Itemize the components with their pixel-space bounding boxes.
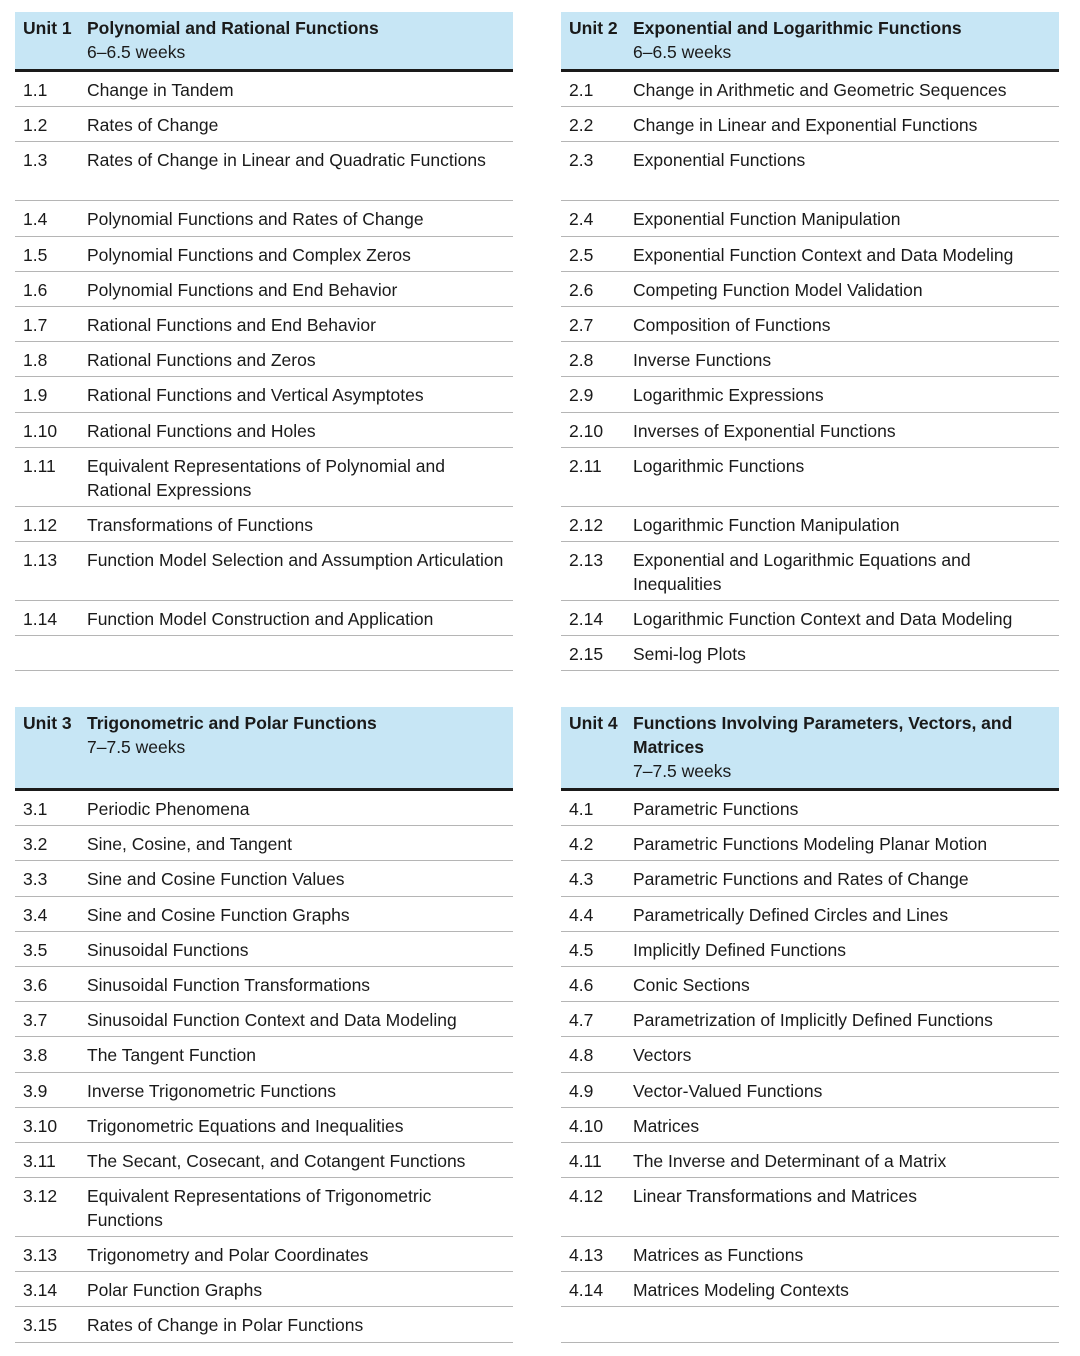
unit-duration: 7–7.5 weeks [633, 761, 732, 781]
topic-row [15, 272, 513, 307]
topic-row [15, 861, 513, 896]
topic-name: Logarithmic Expressions [633, 385, 824, 406]
topic-row [561, 791, 1059, 826]
unit-duration: 6–6.5 weeks [87, 42, 186, 62]
topic-row [15, 237, 513, 272]
topic-row [561, 377, 1059, 412]
topic-name: The Secant, Cosecant, and Cotangent Functions [87, 1150, 466, 1171]
topic-row [15, 1143, 513, 1178]
unit-title: Trigonometric and Polar Functions [87, 713, 377, 733]
topic-row [15, 791, 513, 826]
topic-number: 2.7 [569, 314, 594, 335]
topic-number: 4.10 [569, 1115, 604, 1136]
topic-number: 1.14 [23, 608, 58, 629]
topic-number: 4.11 [569, 1150, 602, 1171]
topic-name: Sinusoidal Function Transformations [87, 974, 371, 995]
topic-number: 1.4 [23, 209, 48, 230]
topic-number: 1.2 [23, 115, 48, 136]
topic-row [561, 307, 1059, 342]
unit-4-table [561, 707, 1059, 1343]
topic-row [15, 201, 513, 236]
topic-name: Vectors [633, 1045, 692, 1066]
unit-header [561, 707, 1059, 791]
topic-row [561, 342, 1059, 377]
topic-number: 1.12 [23, 514, 58, 535]
unit-duration: 6–6.5 weeks [633, 42, 732, 62]
topic-row [561, 1108, 1059, 1143]
topic-number: 4.3 [569, 869, 594, 890]
topic-row [561, 507, 1059, 542]
topic-number: 3.2 [23, 834, 48, 855]
topic-row [561, 1002, 1059, 1037]
topic-number: 2.13 [569, 549, 604, 570]
topic-row [561, 601, 1059, 636]
topic-number: 2.15 [569, 644, 604, 665]
unit-duration: 7–7.5 weeks [87, 737, 186, 757]
topic-name: Parametrization of Implicitly Defined Functions [633, 1010, 993, 1031]
topic-name: Polynomial Functions and End Behavior [87, 279, 398, 300]
topic-row [15, 1073, 513, 1108]
topic-row [561, 826, 1059, 861]
topic-number: 4.8 [569, 1045, 594, 1066]
topic-row [15, 307, 513, 342]
topic-number: 4.2 [569, 834, 594, 855]
topic-row [15, 1178, 513, 1237]
topic-row [561, 272, 1059, 307]
topic-name: Inverses of Exponential Functions [633, 420, 896, 441]
topic-number: 1.13 [23, 549, 58, 570]
topic-row [561, 897, 1059, 932]
topic-row [561, 72, 1059, 107]
topic-name: Equivalent Representations of Trigonometric Functions [87, 1186, 432, 1231]
topic-name: Function Model Selection and Assumption Articulation [87, 549, 504, 570]
topic-name: Change in Linear and Exponential Functions [633, 115, 978, 136]
topic-row [561, 861, 1059, 896]
topic-name: Polynomial Functions and Complex Zeros [87, 244, 411, 265]
topic-name: Competing Function Model Validation [633, 279, 923, 300]
topic-name: Logarithmic Function Context and Data Modeling [633, 608, 1013, 629]
topic-row [15, 826, 513, 861]
topic-row [15, 1037, 513, 1072]
topic-number: 3.3 [23, 869, 48, 890]
topic-row [561, 1237, 1059, 1272]
unit-1-table [15, 12, 513, 671]
unit-label: Unit 4 [569, 713, 618, 733]
topic-number: 3.11 [23, 1150, 56, 1171]
topic-row [15, 601, 513, 636]
topic-name: Trigonometry and Polar Coordinates [87, 1245, 369, 1266]
topic-number: 4.9 [569, 1080, 594, 1101]
topic-row [561, 107, 1059, 142]
topic-row [561, 1037, 1059, 1072]
topic-row [15, 448, 513, 507]
topic-name: Function Model Construction and Application [87, 608, 434, 629]
topic-row [15, 377, 513, 412]
topic-number: 1.5 [23, 244, 48, 265]
unit-label: Unit 1 [23, 18, 72, 38]
topic-name: Conic Sections [633, 974, 750, 995]
topic-row [15, 342, 513, 377]
topic-number: 3.1 [23, 799, 48, 819]
topic-number: 2.10 [569, 420, 604, 441]
topic-number: 2.9 [569, 385, 594, 406]
unit-title: Functions Involving Parameters, Vectors, and Matrices [633, 713, 1013, 757]
topic-number: 1.10 [23, 420, 58, 441]
topic-name: Exponential Function Context and Data Modeling [633, 244, 1014, 265]
topic-name: Parametric Functions [633, 799, 799, 819]
topic-number: 4.6 [569, 974, 594, 995]
topic-number: 2.1 [569, 80, 594, 100]
topic-name: Rates of Change in Polar Functions [87, 1315, 364, 1336]
topic-number: 2.4 [569, 209, 594, 230]
topic-row [561, 636, 1059, 671]
topic-number: 3.15 [23, 1315, 58, 1336]
topic-name: Parametric Functions Modeling Planar Motion [633, 834, 988, 855]
topic-number: 1.1 [23, 80, 48, 100]
topic-row [15, 542, 513, 601]
topic-name: Matrices Modeling Contexts [633, 1280, 849, 1301]
topic-number: 2.2 [569, 115, 594, 136]
topic-name: Linear Transformations and Matrices [633, 1186, 918, 1207]
empty-row [15, 636, 513, 671]
unit-title: Exponential and Logarithmic Functions [633, 18, 962, 38]
topic-name: The Tangent Function [87, 1045, 256, 1066]
topic-name: Inverse Functions [633, 350, 772, 371]
topic-row [15, 932, 513, 967]
topic-row [15, 72, 513, 107]
topic-row [561, 542, 1059, 601]
topic-name: Sinusoidal Function Context and Data Modeling [87, 1010, 457, 1031]
topic-name: Rational Functions and End Behavior [87, 314, 376, 335]
topic-row [15, 413, 513, 448]
topic-row [561, 142, 1059, 201]
topic-name: Polynomial Functions and Rates of Change [87, 209, 424, 230]
topic-number: 4.13 [569, 1245, 604, 1266]
topic-row [15, 1272, 513, 1307]
topic-name: Trigonometric Equations and Inequalities [87, 1115, 404, 1136]
topic-number: 3.12 [23, 1186, 58, 1207]
topic-number: 4.14 [569, 1280, 604, 1301]
unit-header [15, 12, 513, 72]
topic-number: 1.11 [23, 455, 56, 476]
topic-row [15, 1108, 513, 1143]
topic-number: 2.6 [569, 279, 594, 300]
topic-name: Exponential Functions [633, 150, 806, 171]
unit-header [561, 12, 1059, 72]
topic-name: Sinusoidal Functions [87, 939, 249, 960]
topic-row [561, 1073, 1059, 1108]
unit-2-table [561, 12, 1059, 671]
topic-name: Change in Arithmetic and Geometric Sequences [633, 80, 1007, 100]
topic-row [561, 201, 1059, 236]
topic-row [561, 413, 1059, 448]
topic-name: Implicitly Defined Functions [633, 939, 846, 960]
topic-row [561, 448, 1059, 507]
topic-name: Sine and Cosine Function Values [87, 869, 345, 890]
topic-name: Parametrically Defined Circles and Lines [633, 904, 949, 925]
topic-number: 2.3 [569, 150, 594, 171]
topic-number: 3.6 [23, 974, 48, 995]
topic-number: 3.10 [23, 1115, 58, 1136]
topic-number: 3.13 [23, 1245, 58, 1266]
topic-number: 3.14 [23, 1280, 58, 1301]
topic-row [15, 142, 513, 201]
topic-number: 3.5 [23, 939, 48, 960]
topic-number: 2.5 [569, 244, 594, 265]
topic-name: Rational Functions and Zeros [87, 350, 316, 371]
topic-number: 3.4 [23, 904, 48, 925]
topic-number: 4.5 [569, 939, 594, 960]
topic-row [15, 897, 513, 932]
topic-name: Periodic Phenomena [87, 799, 250, 819]
topic-name: Sine and Cosine Function Graphs [87, 904, 350, 925]
topic-number: 1.7 [23, 314, 48, 335]
topic-row [15, 1307, 513, 1342]
topic-row [15, 507, 513, 542]
topic-row [15, 967, 513, 1002]
topic-name: Change in Tandem [87, 80, 234, 100]
topic-number: 3.9 [23, 1080, 48, 1101]
topic-name: Rational Functions and Holes [87, 420, 316, 441]
topic-name: Parametric Functions and Rates of Change [633, 869, 969, 890]
topic-number: 2.14 [569, 608, 604, 629]
unit-label: Unit 3 [23, 713, 72, 733]
topic-row [15, 1237, 513, 1272]
topic-name: Polar Function Graphs [87, 1280, 263, 1301]
topic-row [561, 967, 1059, 1002]
topic-name: Equivalent Representations of Polynomial and Rational Expressions [87, 455, 445, 500]
unit-title: Polynomial and Rational Functions [87, 18, 379, 38]
topic-name: Rational Functions and Vertical Asymptotes [87, 385, 424, 406]
topic-row [561, 1143, 1059, 1178]
topic-name: Rates of Change in Linear and Quadratic Functions [87, 150, 486, 171]
topic-number: 1.3 [23, 150, 48, 171]
topic-name: Vector-Valued Functions [633, 1080, 823, 1101]
topic-name: Rates of Change [87, 115, 219, 136]
topic-row [15, 1002, 513, 1037]
topic-row [561, 237, 1059, 272]
unit-header [15, 707, 513, 791]
topic-number: 3.7 [23, 1010, 48, 1031]
topic-row [15, 107, 513, 142]
topic-name: Logarithmic Functions [633, 455, 805, 476]
topic-name: Logarithmic Function Manipulation [633, 514, 900, 535]
topic-number: 4.12 [569, 1186, 604, 1207]
topic-name: The Inverse and Determinant of a Matrix [633, 1150, 947, 1171]
topic-number: 4.7 [569, 1010, 594, 1031]
topic-name: Sine, Cosine, and Tangent [87, 834, 292, 855]
topic-name: Inverse Trigonometric Functions [87, 1080, 336, 1101]
topic-name: Matrices [633, 1115, 700, 1136]
topic-name: Semi-log Plots [633, 644, 746, 665]
topic-number: 2.11 [569, 455, 602, 476]
empty-row [561, 1307, 1059, 1342]
unit-3-table [15, 707, 513, 1343]
topic-number: 4.1 [569, 799, 594, 819]
topic-number: 2.8 [569, 350, 594, 371]
topic-name: Matrices as Functions [633, 1245, 804, 1266]
topic-row [561, 932, 1059, 967]
topic-number: 3.8 [23, 1045, 48, 1066]
topic-number: 1.9 [23, 385, 48, 406]
topic-name: Exponential and Logarithmic Equations and Inequalities [633, 549, 971, 594]
topic-number: 1.6 [23, 279, 48, 300]
topic-number: 1.8 [23, 350, 48, 371]
topic-row [561, 1178, 1059, 1237]
topic-row [561, 1272, 1059, 1307]
topic-name: Exponential Function Manipulation [633, 209, 901, 230]
unit-label: Unit 2 [569, 18, 618, 38]
topic-number: 4.4 [569, 904, 594, 925]
topic-name: Composition of Functions [633, 314, 831, 335]
topic-number: 2.12 [569, 514, 604, 535]
topic-name: Transformations of Functions [87, 514, 313, 535]
